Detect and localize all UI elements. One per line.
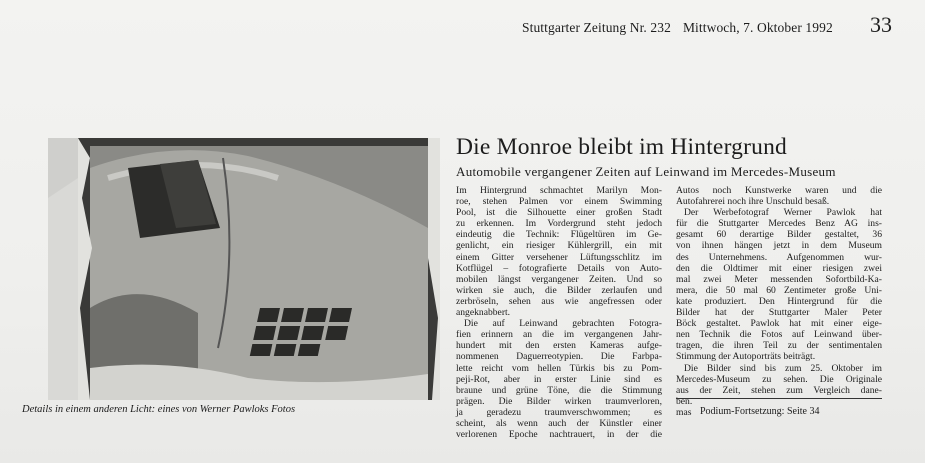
text-line: tragen, die ihren Teil zu der sentimentalen (676, 340, 882, 352)
newspaper-name: Stuttgarter Zeitung Nr. 232 (522, 20, 671, 35)
paragraph (456, 185, 662, 318)
paragraph (676, 207, 882, 362)
text-line: mobilen längst vergangener Zeiten. Und so (456, 273, 662, 285)
text-line: Mercedes-Museum zu sehen. Die Originale (676, 373, 882, 385)
text-line: Bilder hat der Stuttgarter Maler Peter (676, 307, 882, 319)
photo-caption: Details in einem anderen Licht: eines von Werner Pawloks Fotos (22, 404, 296, 415)
text-line: zerbröseln, sehen aus wie angefressen oder (456, 295, 662, 307)
page-number: 33 (870, 12, 892, 37)
text-line: mal zwei Meter messenden Sofortbild-Ka- (676, 273, 882, 285)
text-line: hundert mit den ersten Kameras aufge- (456, 340, 662, 352)
text-line: kate produziert. Den Hintergrund für die (676, 295, 882, 307)
paragraph (456, 318, 662, 440)
text-line: wirken sie auch, die Bilder zerlaufen und (456, 284, 662, 296)
text-line: lette reicht vom hellen Türkis bis zu Pom- (456, 362, 662, 374)
text-line: Der Werbefotograf Werner Pawlok hat (684, 207, 882, 219)
text-line: Autofahrerei noch ihre Unschuld besaß. (676, 196, 830, 208)
text-line: Stimmung der Autoporträts beiträgt. (676, 351, 816, 363)
text-line: braune und grüne Töne, die die Stimmung (456, 384, 662, 396)
article-subheadline: Automobile vergangener Zeiten auf Leinwand im Mercedes-Museum (456, 164, 836, 179)
text-line: fien erinnern an die im vergangenen Jahr- (456, 329, 662, 341)
text-line: zu erkennen. Im Vordergrund steht jedoch (456, 218, 662, 230)
text-line: ben. (676, 395, 693, 407)
text-line: Böck gestaltet. Pawlok hat mit einer eige- (676, 318, 882, 330)
paragraph (676, 185, 882, 207)
article-column-1 (456, 185, 662, 440)
text-line: gesamt 60 derartige Bilder gestaltet, 36 (676, 229, 882, 241)
text-line: aus der Zeit, stehen zum Vergleich dane- (676, 384, 882, 396)
text-line: angeknabbert. (456, 307, 511, 319)
text-line: einem Gitter versehener Lüftungsschlitz im (456, 251, 662, 263)
issue-date: Mittwoch, 7. Oktober 1992 (682, 20, 833, 35)
text-line: peji-Rot, aber in erster Linie sind es (456, 373, 662, 385)
article-headline: Die Monroe bleibt im Hintergrund (456, 134, 787, 160)
text-line: Die Bilder sind bis zum 25. Oktober im (684, 362, 882, 374)
text-line: mera, die 50 mal 60 Zentimeter große Uni- (676, 284, 882, 296)
author-initials: mas (676, 406, 692, 418)
text-line: verlorenen Epoche nachtrauert, in der die (456, 429, 662, 441)
article-column-2 (676, 185, 882, 418)
text-line: Im Hintergrund schmachtet Marilyn Mon- (456, 185, 662, 196)
column-rule (676, 398, 882, 399)
article-photo (48, 138, 440, 400)
text-line: den die Oldtimer mit einer riesigen zwei (676, 262, 882, 274)
text-line: eindeutig die Technik: Flügeltüren im Ge- (456, 229, 662, 241)
continuation-note: Podium-Fortsetzung: Seite 34 (700, 406, 820, 417)
text-line: Pool, ist die Silhouette einer großen Stadt (456, 207, 662, 219)
text-line: Die auf Leinwand gebrachten Fotogra- (464, 318, 662, 330)
text-line: Kotflügel – fotografierte Details von Auto- (456, 262, 662, 274)
text-line: nen Technik die Fotos auf Leinwand über- (676, 329, 882, 341)
text-line: scheint, als wenn auch der Künstler einer (456, 417, 662, 429)
text-line: des Unternehmens. Aufgenommen wur- (676, 251, 882, 263)
text-line: prägen. Die Bilder wirken traumverloren, (456, 395, 662, 407)
text-line: für die Stuttgarter Mercedes Benz AG ins- (676, 218, 882, 230)
text-line: roe, stehen Palmen vor einem Swimming (456, 196, 662, 208)
text-line: von ihnen hängen jetzt in dem Museum (676, 240, 882, 252)
masthead (522, 20, 833, 36)
text-line: genlicht, ein riesiger Kühlergrill, ein mit (456, 240, 662, 252)
text-line: ja geradezu traumverschwommen; es (456, 406, 662, 418)
text-line: Autos noch Kunstwerke waren und die (676, 185, 882, 196)
text-line: nommenen Daguerreotypien. Die Farbpa- (456, 351, 662, 363)
car-photo-illustration (48, 138, 440, 400)
